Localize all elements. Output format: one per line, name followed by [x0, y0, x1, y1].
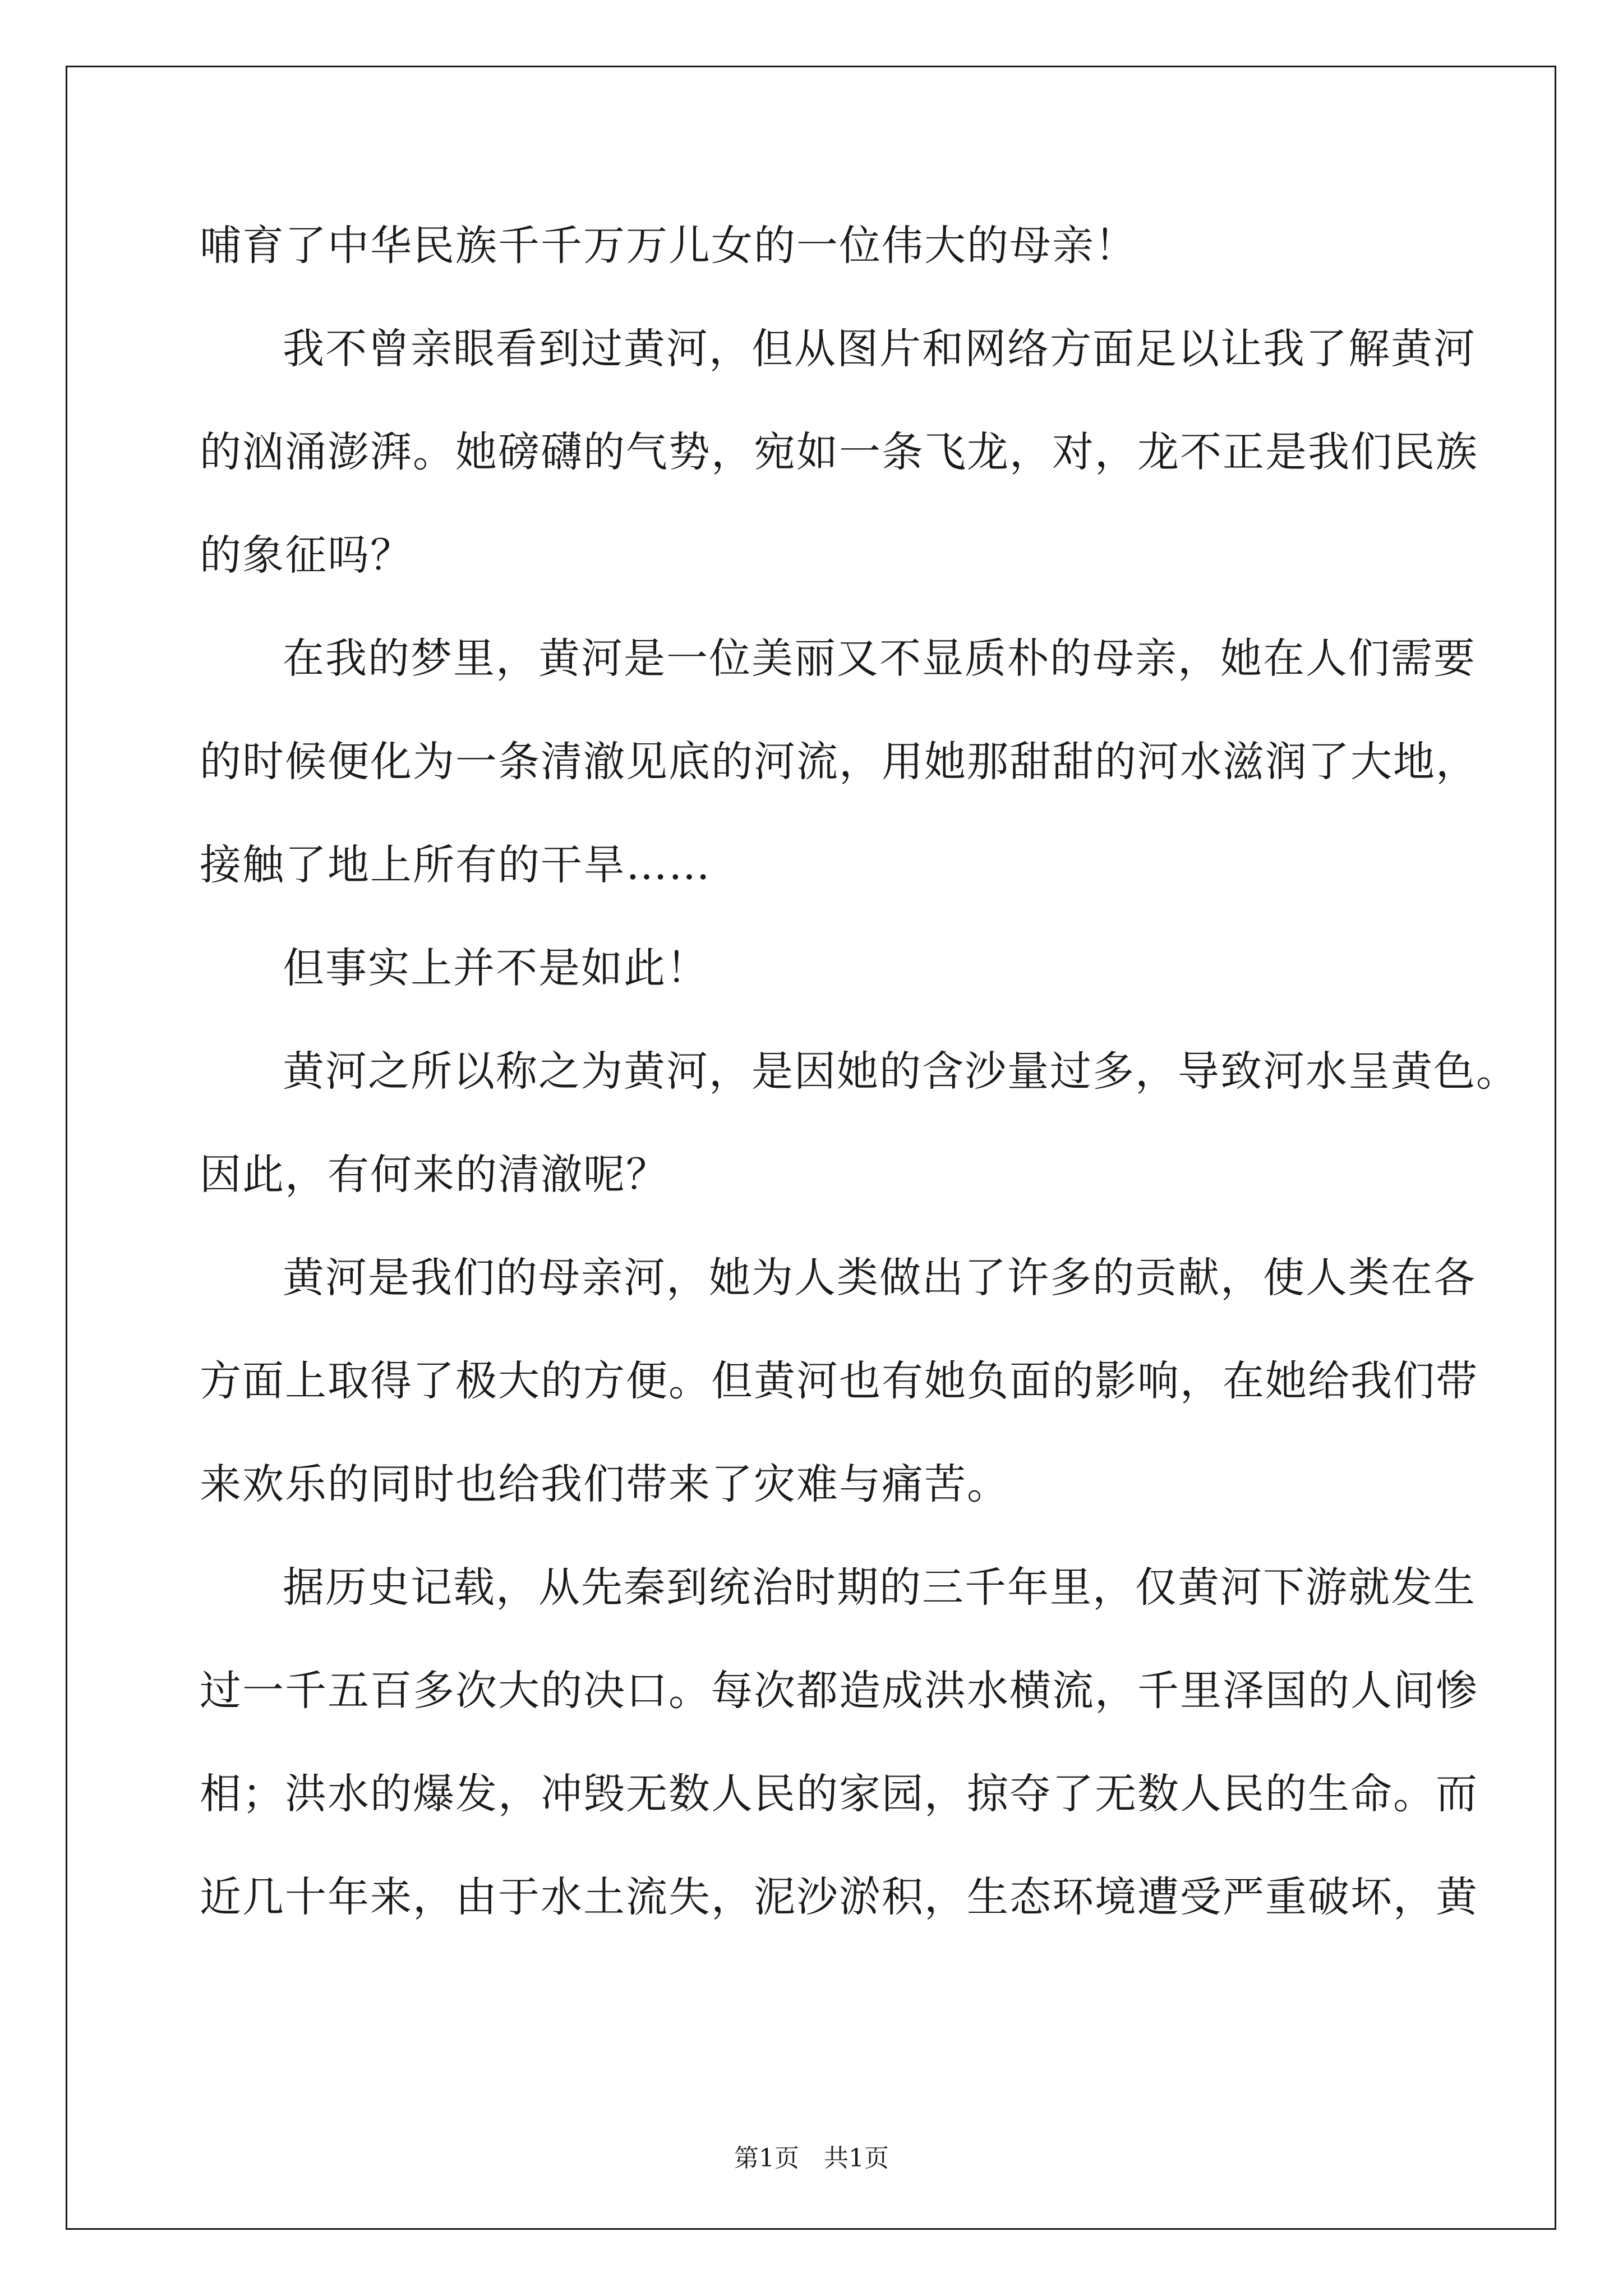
text-line-14: 据历史记载，从先秦到统治时期的三千年里，仅黄河下游就发生: [283, 1563, 1476, 1612]
page-total: 共1页: [824, 2144, 889, 2173]
text-line-6: 的时候便化为一条清澈见底的河流，用她那甜甜的河水滋润了大地，: [200, 738, 1478, 786]
text-line-2: 我不曾亲眼看到过黄河，但从图片和网络方面足以让我了解黄河: [283, 325, 1476, 373]
text-line-15: 过一千五百多次大的决口。每次都造成洪水横流，千里泽国的人间惨: [200, 1667, 1478, 1715]
text-line-5: 在我的梦里，黄河是一位美丽又不显质朴的母亲，她在人们需要: [283, 634, 1476, 683]
document-body: [200, 211, 1519, 1966]
text-line-1: 哺育了中华民族千千万万儿女的一位伟大的母亲！: [200, 222, 1137, 270]
text-line-10: 因此，有何来的清澈呢？: [200, 1151, 668, 1199]
page-footer: [0, 2142, 1623, 2175]
text-line-8: 但事实上并不是如此！: [283, 944, 709, 992]
text-line-13: 来欢乐的同时也给我们带来了灾难与痛苦。: [200, 1460, 1009, 1508]
text-line-17: 近几十年来，由于水土流失，泥沙淤积，生态环境遭受严重破坏，黄: [200, 1873, 1478, 1921]
text-line-11: 黄河是我们的母亲河，她为人类做出了许多的贡献，使人类在各: [283, 1254, 1476, 1302]
page-number: 第1页: [734, 2144, 799, 2173]
text-line-3: 的汹涌澎湃。她磅礴的气势，宛如一条飞龙，对，龙不正是我们民族: [200, 428, 1478, 476]
text-line-16: 相；洪水的爆发，冲毁无数人民的家园，掠夺了无数人民的生命。而: [200, 1770, 1478, 1818]
text-line-4: 的象征吗？: [200, 531, 413, 579]
text-line-12: 方面上取得了极大的方便。但黄河也有她负面的影响，在她给我们带: [200, 1357, 1478, 1405]
text-line-7: 接触了地上所有的干旱……: [200, 841, 711, 889]
text-line-9: 黄河之所以称之为黄河，是因她的含沙量过多，导致河水呈黄色。: [283, 1047, 1519, 1096]
